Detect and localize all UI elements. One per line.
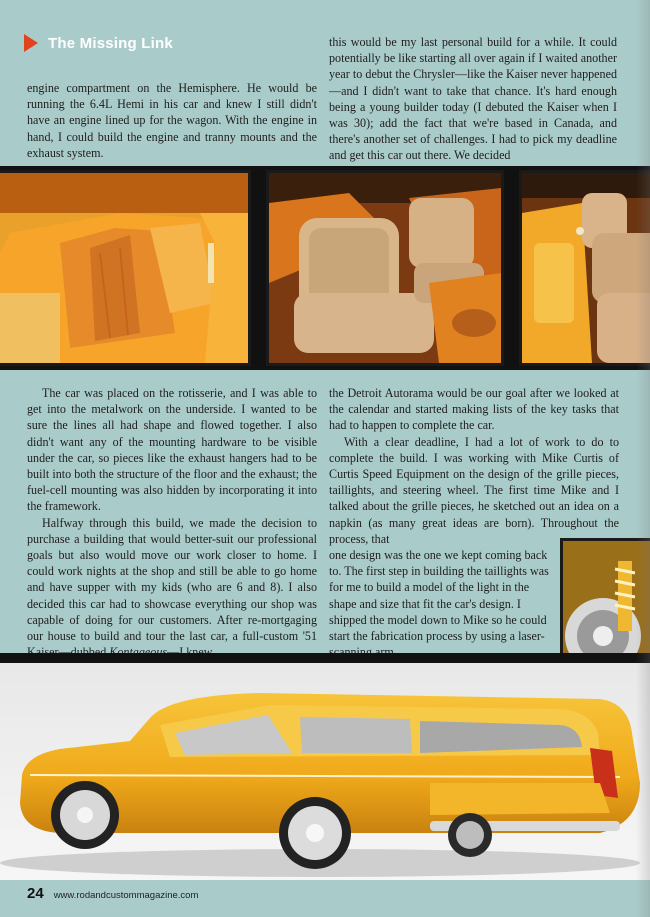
bottom-right-column-lower bbox=[329, 547, 549, 660]
magazine-url[interactable]: www.rodandcustommagazine.com bbox=[53, 890, 199, 901]
bottom-left-column bbox=[27, 385, 317, 660]
top-left-column bbox=[27, 80, 317, 161]
page-footer bbox=[27, 885, 198, 902]
bottom-right-column-upper bbox=[329, 385, 619, 547]
arrow-icon bbox=[24, 34, 38, 52]
wagon-hero-photo bbox=[0, 663, 650, 880]
top-left-paragraph: engine compartment on the Hemisphere. He would be running the 6.4L Hemi in his car and knew I still didn't have an engine lined up for the wagon. With the engine in hand, I could build the engine and tranny mounts and the exhaust system. bbox=[27, 81, 317, 160]
section-header bbox=[24, 34, 173, 52]
page-number: 24 bbox=[27, 885, 44, 902]
bottom-left-paragraph-2 bbox=[27, 515, 317, 661]
bottom-right-paragraph-1: the Detroit Autorama would be our goal after we looked at the calendar and started making lists of the key tasks that had to happen to complete the car. bbox=[329, 386, 619, 433]
hero-divider bbox=[0, 653, 650, 663]
top-right-column bbox=[329, 34, 617, 164]
section-title: The Missing Link bbox=[48, 34, 173, 52]
bottom-left-paragraph-2-text: Halfway through this build, we made the decision to purchase a building that would better-suit our professional goals but also would move our work closer to home. I could work nights at the shop and still be able to go home and have supper with my kids (who are 6 and 8). I also decided this car had to showcase everything our shop was capable of doing for our customers. After re-mortgaging our house to build and tour the last car, a full-custom '51 bbox=[27, 515, 317, 644]
bottom-right-paragraph-2-continued: one design was the one we kept coming back to. The first step in building the taillights was for me to build a model of the light in the shape and size that fit the car's design. I shipped the model down to Mike so he could start the fabrication process by using a laser- bbox=[329, 548, 549, 644]
bottom-right-paragraph-2: With a clear deadline, I had a lot of work to do to complete the build. I was working with Mike Curtis of Curtis Speed Equipment on the design of the grille pieces, taillights, and steering wheel. The first time Mike and I talked about the grille pieces, he sketched out an idea on a napkin (as many great ideas are born). Throughout the process, that bbox=[329, 434, 619, 546]
interior-floor-photo bbox=[0, 170, 251, 366]
front-seats-photo bbox=[266, 170, 504, 366]
top-right-paragraph: this would be my last personal build for a while. It could potentially be like starting all over again if I waited another year to debut the Chrysler—like the Kaiser never happened—and I didn't want to take that chance. It's hard enough being a young builder today (I debuted the Kaiser when I was 30); add the fact that we're based in Canada, and there's another set of challenges. I had to pick my deadline and get this car out there. We decided bbox=[329, 35, 617, 163]
bottom-left-paragraph-1: The car was placed on the rotisserie, and I was able to get into the metalwork on the underside. I wanted to be sure the lines all had shape and flowed together. I also didn't want any of the mounting hardware to be visible under the car, so pieces like the exhaust hangers had to be built into both the structure of the floor and the exhaust; the fuel-cell mounting was also hidden by incorporating it into the framework. bbox=[27, 386, 317, 514]
rear-seats-photo bbox=[519, 170, 650, 366]
